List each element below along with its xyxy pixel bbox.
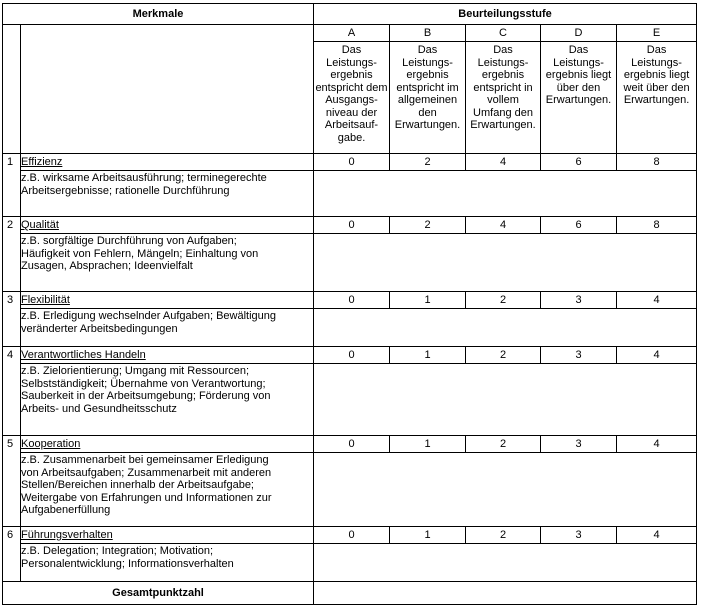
level-description-line: Das	[568, 44, 589, 56]
score-cell: 4	[617, 527, 697, 544]
level-description-line: Ausgangs-	[325, 94, 378, 106]
level-description-line: Leistungs-	[326, 56, 377, 69]
criterion-number: 4	[3, 347, 21, 436]
score-cell: 4	[466, 154, 541, 171]
criterion-example-line: von Arbeitsaufgaben; Zusammenarbeit mit anderen	[21, 466, 272, 479]
level-description-line: entspricht in	[473, 81, 533, 94]
criterion-example-line: Arbeitsergebnisse; rationelle Durchführung	[21, 184, 230, 197]
score-entry-field[interactable]	[314, 171, 697, 217]
criterion-example-line: z.B. Zusammenarbeit bei gemeinsamer Erledigung	[21, 454, 269, 466]
level-description-line: Leistungs-	[631, 56, 682, 69]
total-row	[3, 582, 697, 605]
level-letter: C	[466, 25, 541, 42]
level-description-line: gabe.	[337, 131, 366, 144]
score-cell: 3	[541, 527, 617, 544]
level-description-line: Leistungs-	[477, 56, 529, 69]
level-description-line: über den	[556, 81, 601, 94]
score-cell: 0	[314, 436, 390, 453]
total-label: Gesamtpunktzahl	[3, 582, 314, 605]
level-description-line: Erwartungen.	[470, 119, 536, 131]
criterion-example-line: z.B. Erledigung wechselnder Aufgaben; Bewältigung	[21, 310, 277, 322]
score-cell: 2	[390, 217, 466, 234]
criterion-examples	[21, 544, 314, 582]
criterion-examples	[21, 364, 314, 436]
level-description-line: vollem	[487, 94, 519, 106]
criterion-examples-row	[3, 171, 697, 217]
evaluation-table	[2, 3, 697, 605]
criterion-title: Qualität	[21, 219, 59, 231]
criterion-title-cell	[21, 347, 314, 364]
score-cell: 4	[617, 292, 697, 309]
criterion-example-line: z.B. Zielorientierung; Umgang mit Ressourcen;	[21, 365, 250, 377]
level-description	[390, 42, 466, 154]
level-description-line: Das	[646, 44, 667, 56]
header-row	[3, 4, 697, 25]
criterion-example-line: Arbeits- und Gesundheitsschutz	[21, 402, 177, 415]
criterion-examples-row	[3, 309, 697, 347]
score-cell: 4	[466, 217, 541, 234]
criterion-example-line: Selbstständigkeit; Übernahme von Verantwortung;	[21, 377, 266, 390]
criterion-example-line: Zusagen, Absprachen; Ideenvielfalt	[21, 260, 193, 272]
level-description-line: Arbeitsauf-	[324, 119, 379, 131]
criterion-title: Effizienz	[21, 156, 63, 168]
criterion-example-line: Häufigkeit von Fehlern, Mängeln; Einhaltung von	[21, 247, 259, 260]
level-description-line: Das	[417, 44, 438, 56]
score-cell: 3	[541, 436, 617, 453]
blank-feature-cell	[21, 25, 314, 154]
score-cell: 2	[466, 527, 541, 544]
score-cell: 8	[617, 217, 697, 234]
score-cell: 1	[390, 292, 466, 309]
level-description-line: ergebnis	[481, 69, 525, 81]
level-description	[617, 42, 697, 154]
criterion-examples-row	[3, 234, 697, 292]
criterion-number: 2	[3, 217, 21, 292]
level-description-line: niveau der	[325, 106, 378, 119]
level-description-line: allgemeinen	[397, 94, 458, 106]
level-description-line: ergebnis	[330, 69, 373, 81]
criterion-title-cell	[21, 154, 314, 171]
score-entry-field[interactable]	[314, 309, 697, 347]
score-cell: 6	[541, 154, 617, 171]
level-description	[466, 42, 541, 154]
criterion-examples	[21, 171, 314, 217]
criterion-example-line: z.B. sorgfältige Durchführung von Aufgaben;	[21, 235, 237, 247]
score-entry-field[interactable]	[314, 234, 697, 292]
level-letter: B	[390, 25, 466, 42]
criterion-example-line: Personalentwicklung; Informationsverhalten	[21, 557, 234, 570]
level-description	[314, 42, 390, 154]
level-letter: E	[617, 25, 697, 42]
score-cell: 4	[617, 436, 697, 453]
level-description-line: Das	[493, 44, 513, 56]
score-cell: 3	[541, 347, 617, 364]
criterion-number: 3	[3, 292, 21, 347]
level-description-line: Umfang den	[473, 106, 533, 119]
criterion-title-cell	[21, 217, 314, 234]
score-cell: 1	[390, 527, 466, 544]
criterion-example-line: Stellen/Bereichen innerhalb der Arbeitsaufgabe;	[21, 479, 254, 491]
criterion-examples	[21, 453, 314, 527]
level-description-line: ergebnis	[406, 69, 449, 81]
rating-header: Beurteilungsstufe	[314, 4, 697, 25]
score-cell: 1	[390, 436, 466, 453]
score-cell: 0	[314, 292, 390, 309]
criterion-example-line: z.B. Delegation; Integration; Motivation;	[21, 545, 213, 557]
criterion-example-line: veränderter Arbeitsbedingungen	[21, 322, 178, 335]
criterion-example-line: Weitergabe von Erfahrungen und Informationen zur	[21, 491, 272, 504]
score-entry-field[interactable]	[314, 453, 697, 527]
criterion-title: Führungsverhalten	[21, 529, 113, 541]
criterion-title: Kooperation	[21, 438, 81, 450]
criterion-examples-row	[3, 364, 697, 436]
level-description-line: ergebnis liegt	[545, 69, 612, 81]
level-description-line: entspricht dem	[315, 81, 388, 94]
score-cell: 0	[314, 154, 390, 171]
level-letter: D	[541, 25, 617, 42]
criterion-title: Flexibilität	[21, 294, 70, 306]
level-description-line: Leistungs-	[553, 56, 604, 69]
level-description-line: Erwartungen.	[623, 94, 690, 106]
blank-number-cell	[3, 25, 21, 154]
features-header: Merkmale	[3, 4, 314, 25]
score-cell: 0	[314, 347, 390, 364]
level-description-line: Leistungs-	[402, 56, 453, 69]
criterion-title-cell	[21, 436, 314, 453]
criterion-number: 5	[3, 436, 21, 527]
total-entry-field[interactable]	[314, 582, 697, 605]
score-cell: 0	[314, 527, 390, 544]
score-cell: 2	[390, 154, 466, 171]
criterion-examples-row	[3, 453, 697, 527]
level-description-line: entspricht im	[396, 81, 459, 94]
score-cell: 8	[617, 154, 697, 171]
level-letter: A	[314, 25, 390, 42]
score-cell: 1	[390, 347, 466, 364]
level-letter-row	[3, 25, 697, 42]
criterion-number: 6	[3, 527, 21, 582]
score-cell: 6	[541, 217, 617, 234]
level-description-line: Erwartungen.	[394, 119, 461, 131]
score-cell: 3	[541, 292, 617, 309]
criterion-example-line: Sauberkeit in der Arbeitsumgebung; Förderung von	[21, 390, 271, 402]
score-cell: 0	[314, 217, 390, 234]
criterion-examples-row	[3, 544, 697, 582]
score-entry-field[interactable]	[314, 544, 697, 582]
criterion-row	[3, 436, 697, 453]
criterion-title-cell	[21, 292, 314, 309]
level-description-line: Das	[341, 44, 362, 56]
score-cell: 2	[466, 292, 541, 309]
score-cell: 2	[466, 347, 541, 364]
criterion-examples	[21, 309, 314, 347]
criterion-title: Verantwortliches Handeln	[21, 349, 146, 361]
level-description-line: den	[418, 106, 437, 119]
criterion-row	[3, 217, 697, 234]
score-cell: 4	[617, 347, 697, 364]
level-description-line: Erwartungen.	[545, 94, 612, 106]
score-entry-field[interactable]	[314, 364, 697, 436]
level-description	[541, 42, 617, 154]
criterion-example-line: z.B. wirksame Arbeitsausführung; terminegerechte	[21, 172, 267, 184]
criterion-title-cell	[21, 527, 314, 544]
criterion-number: 1	[3, 154, 21, 217]
score-cell: 2	[466, 436, 541, 453]
criterion-row	[3, 154, 697, 171]
criterion-examples	[21, 234, 314, 292]
level-description-line: weit über den	[623, 81, 690, 94]
criterion-row	[3, 292, 697, 309]
criterion-row	[3, 527, 697, 544]
level-description-line: ergebnis liegt	[623, 69, 690, 81]
criterion-row	[3, 347, 697, 364]
criterion-example-line: Aufgabenerfüllung	[21, 504, 111, 516]
